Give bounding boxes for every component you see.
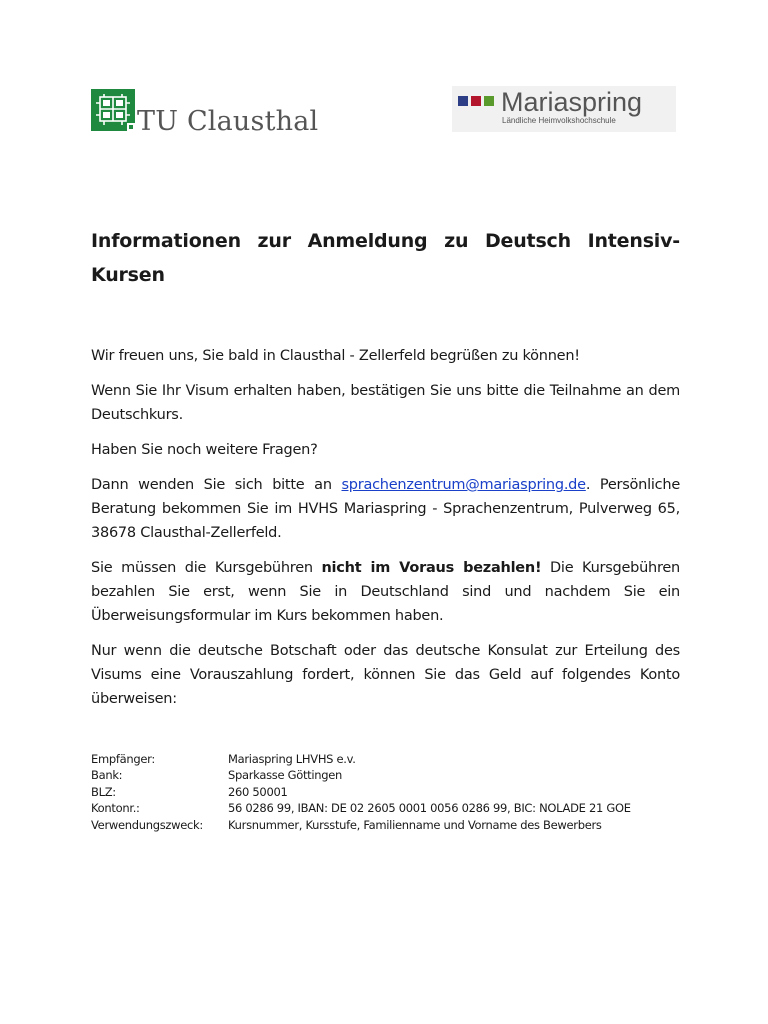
contact-text-after: . Persönliche Beratung bekommen Sie im HVHS Mariaspring - Sprachenzentrum, Pulverweg 65, 38678 Clausthal-Zellerfeld.	[91, 477, 680, 541]
bank-label: Bank:	[91, 768, 123, 783]
square-red	[471, 96, 481, 106]
tu-clausthal-seal-icon	[91, 89, 135, 131]
mariaspring-subtitle: Ländliche Heimvolkshochschule	[502, 116, 616, 125]
paragraph-questions: Haben Sie noch weitere Fragen?	[91, 442, 318, 458]
contact-text-before: Dann wenden Sie sich bitte an	[91, 477, 342, 493]
bank-row-recipient	[91, 751, 631, 767]
fees-text-before: Sie müssen die Kursgebühren	[91, 560, 322, 576]
paragraph-visa: Wenn Sie Ihr Visum erhalten haben, bestätigen Sie uns bitte die Teilnahme an dem Deutschkurs.	[91, 383, 680, 423]
bank-value: Sparkasse Göttingen	[228, 768, 343, 783]
email-link[interactable]: sprachenzentrum@mariaspring.de	[341, 477, 586, 493]
document-title: Informationen zur Anmeldung zu Deutsch Intensiv-Kursen	[91, 230, 680, 286]
bank-row-blz	[91, 784, 631, 800]
mariaspring-squares-icon	[458, 96, 494, 106]
fees-bold-text: nicht im Voraus bezahlen!	[321, 560, 542, 576]
bank-value: Mariaspring LHVHS e.v.	[228, 752, 356, 766]
document-body	[91, 224, 680, 722]
tu-clausthal-wordmark: TU Clausthal	[137, 106, 319, 137]
bank-label: Verwendungszweck:	[91, 817, 203, 832]
square-green	[484, 96, 494, 106]
bank-row-account	[91, 800, 631, 816]
bank-label: Empfänger:	[91, 752, 155, 766]
bank-row-bank	[91, 767, 631, 783]
bank-value: 56 0286 99, IBAN: DE 02 2605 0001 0056 0286 99, BIC: NOLADE 21 GOE	[228, 801, 631, 816]
paragraph-prepayment: Nur wenn die deutsche Botschaft oder das deutsche Konsulat zur Erteilung des Visums eine Vorauszahlung fordert, können Sie das Geld auf folgendes Konto überweisen:	[91, 643, 680, 707]
mariaspring-logo	[452, 86, 676, 132]
tu-clausthal-logo	[91, 89, 319, 137]
fees-text-after: Die Kursgebühren bezahlen Sie erst, wenn Sie in Deutschland sind und nachdem Sie ein Überweisungsformular im Kurs bekommen haben.	[91, 560, 680, 624]
bank-value: 260 50001	[228, 784, 288, 799]
paragraph-fees	[91, 556, 680, 628]
bank-row-purpose	[91, 817, 631, 833]
paragraph-contact	[91, 473, 680, 545]
bank-value: Kursnummer, Kursstufe, Familienname und Vorname des Bewerbers	[228, 817, 602, 832]
paragraph-welcome: Wir freuen uns, Sie bald in Clausthal - Zellerfeld begrüßen zu können!	[91, 348, 580, 364]
mariaspring-wordmark: Mariaspring	[501, 87, 643, 117]
bank-details	[91, 751, 631, 833]
square-blue	[458, 96, 468, 106]
bank-label: BLZ:	[91, 784, 116, 799]
bank-label: Kontonr.:	[91, 801, 140, 816]
